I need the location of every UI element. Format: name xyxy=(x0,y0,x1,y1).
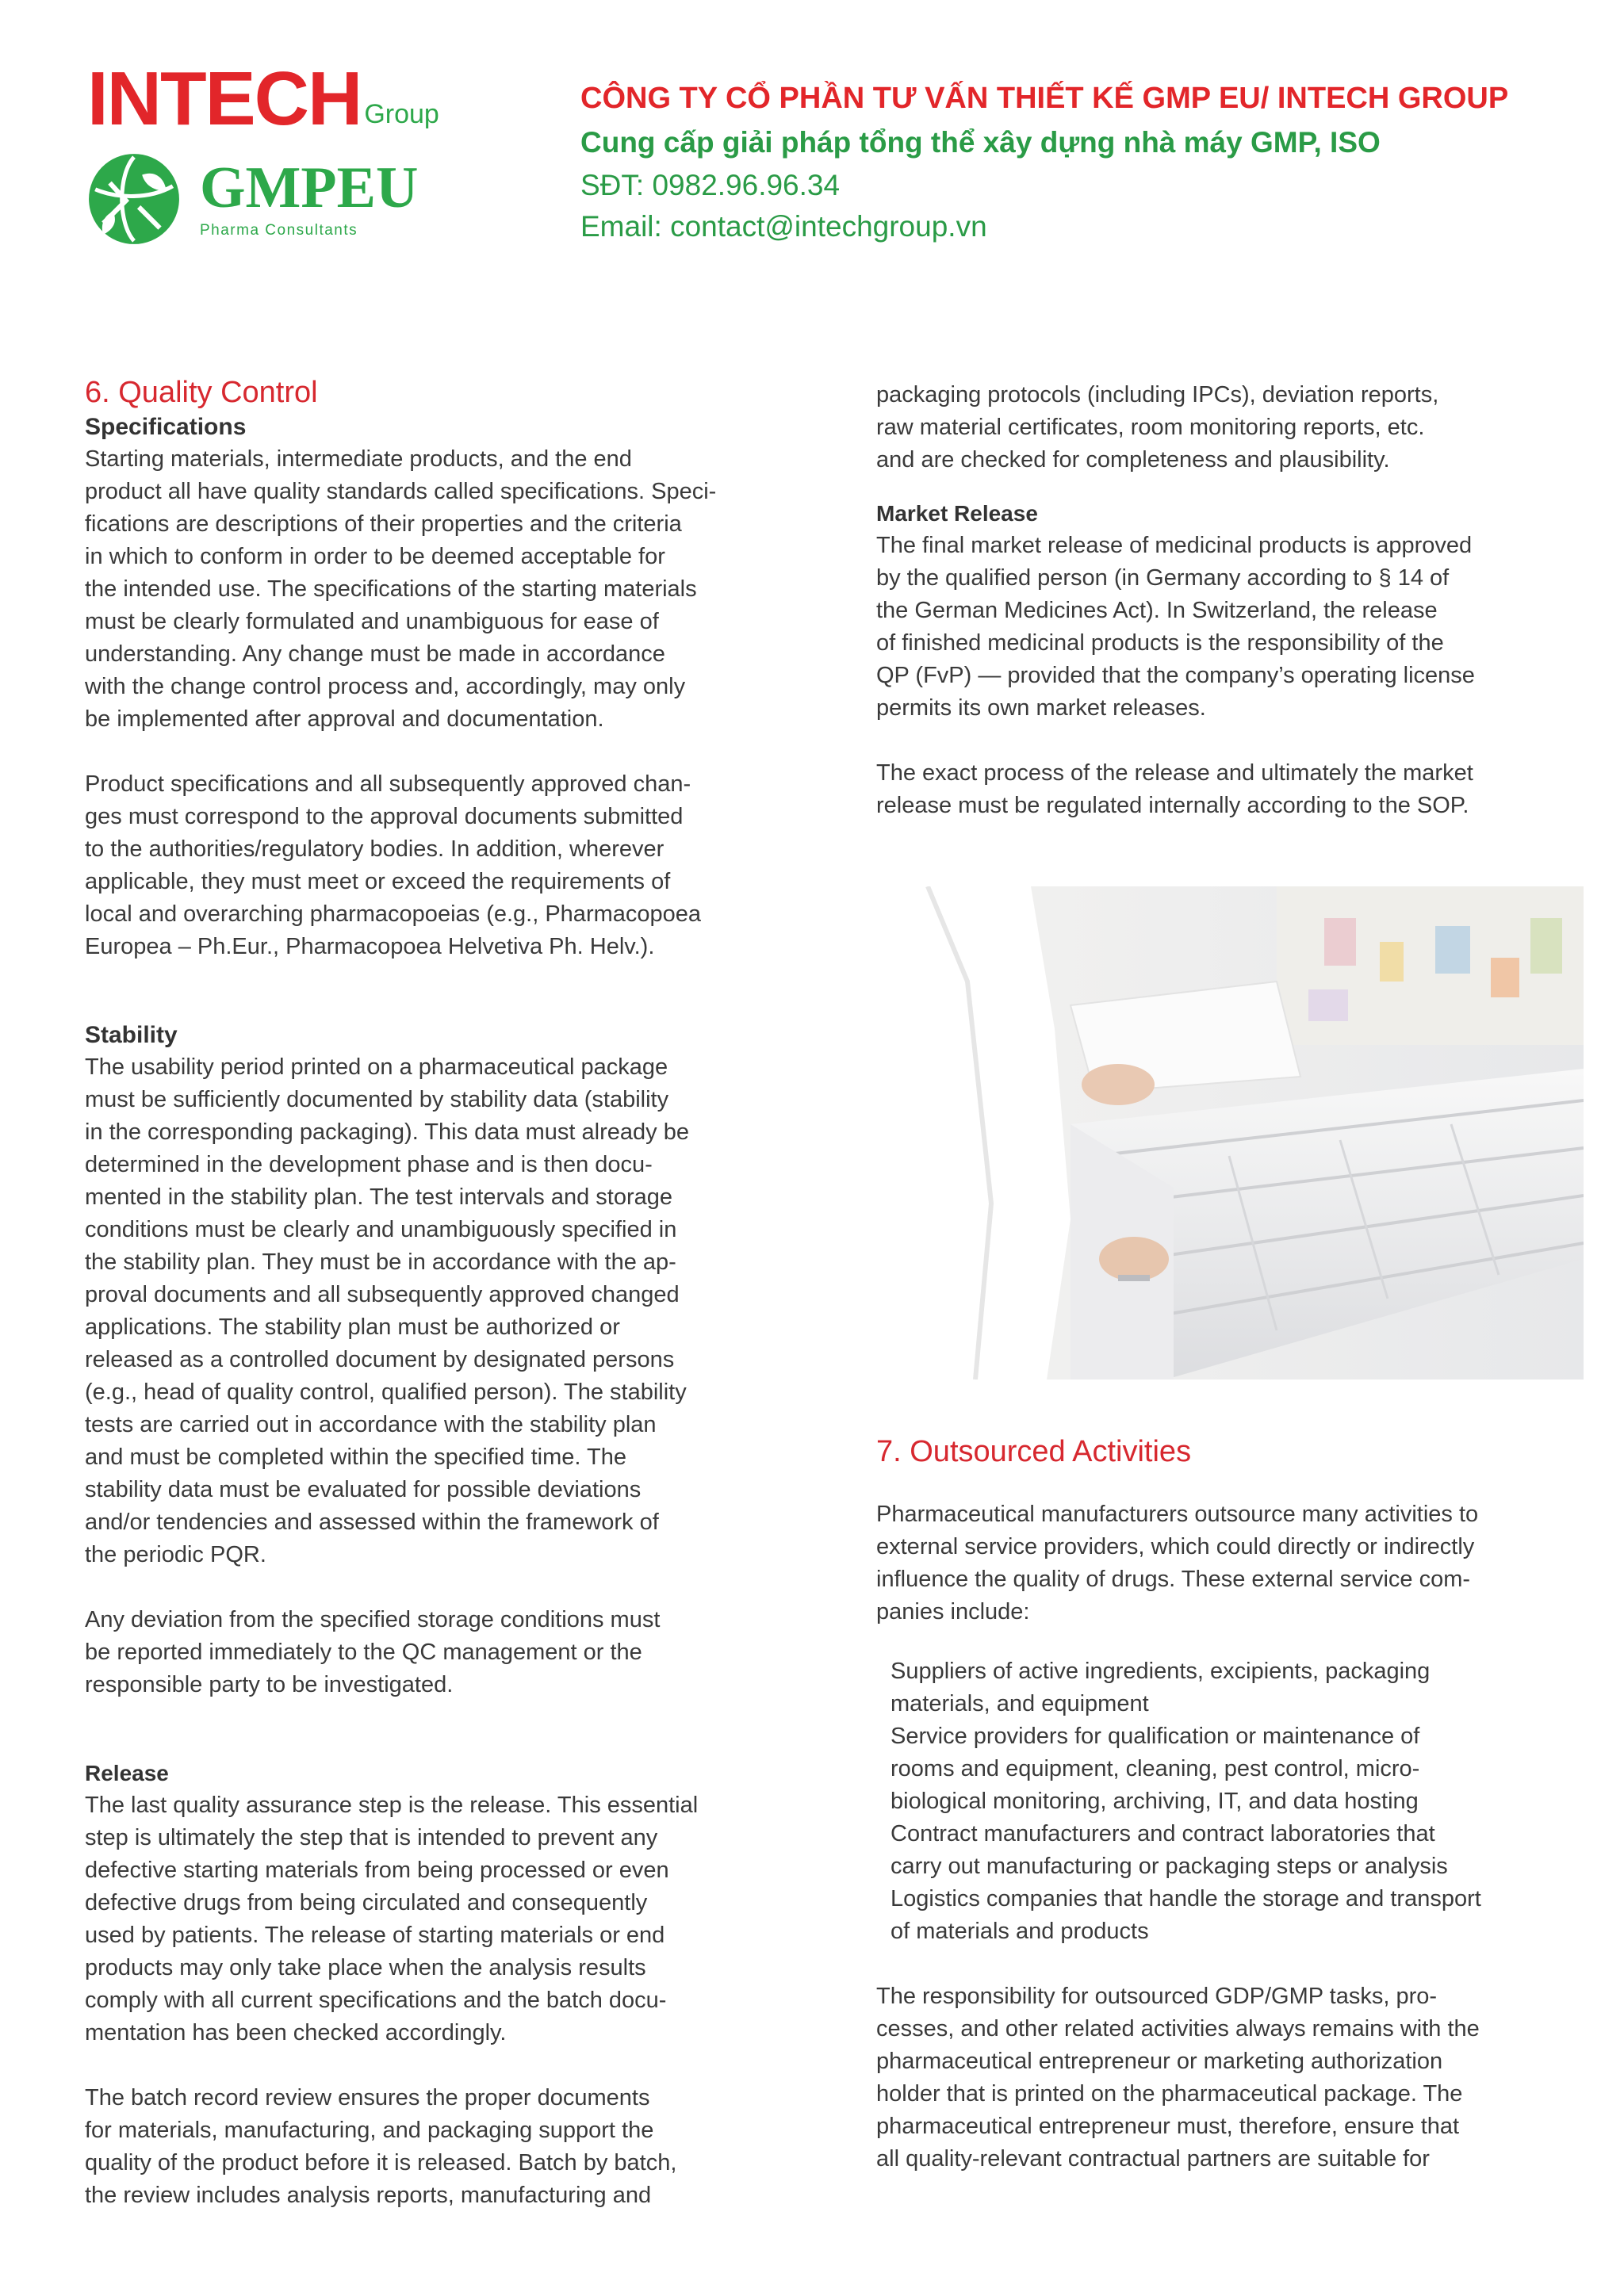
list-item: Service providers for qualification or maintenance of rooms and equipment, cleaning, pest control, micro- biological monitoring, archiving, IT, and data hosting xyxy=(891,1724,1420,1814)
left-column xyxy=(85,374,759,2212)
paragraph-market-release-1: The final market release of medicinal products is approved by the qualified person (in Germany according to § 14 of the German Medicines Act). In Switzerland, the release of finished medicinal products is the responsibility of the QP (FvP) — provided that the company’s operating license permits its own market releases. xyxy=(876,533,1475,721)
intech-logo xyxy=(87,56,439,141)
list-item: Suppliers of active ingredients, excipients, packaging materials, and equipment xyxy=(891,1659,1431,1716)
list-item: Contract manufacturers and contract laboratories that carry out manufacturing or packaging steps or analysis xyxy=(891,1821,1448,1879)
outsourced-provider-list xyxy=(876,1655,1558,1948)
paragraph-outsourced-2: The responsibility for outsourced GDP/GMP tasks, pro- cesses, and other related activities always remains with the pharmaceutical entrepreneur or marketing authorization holder that is printed on the pharmaceutical package. The pharmaceutical entrepreneur must, therefore, ensure that all quality-relevant contractual partners are suitable for xyxy=(876,1984,1480,2172)
paragraph-outsourced-1: Pharmaceutical manufacturers outsource many activities to external service providers, which could directly or indirectly influence the quality of drugs. These external service com- panies include: xyxy=(876,1502,1479,1624)
company-email: Email: contact@intechgroup.vn xyxy=(580,210,987,243)
company-slogan: Cung cấp giải pháp tổng thể xây dựng nhà máy GMP, ISO xyxy=(580,126,1381,159)
list-item: Logistics companies that handle the storage and transport of materials and products xyxy=(891,1886,1481,1944)
intech-logo-group: Group xyxy=(364,99,439,129)
right-column-bottom xyxy=(876,1433,1558,2175)
heading-release: Release xyxy=(85,1761,169,1785)
paragraph-release-continued: packaging protocols (including IPCs), deviation reports, raw material certificates, room monitoring reports, etc. and are checked for completeness and plausibility. xyxy=(876,382,1439,473)
section-title-outsourced-activities: 7. Outsourced Activities xyxy=(876,1435,1192,1468)
pharmacy-drawer-photo xyxy=(833,886,1584,1380)
paragraph-release-1: The last quality assurance step is the release. This essential step is ultimately the step that is intended to prevent any defective starting materials from being processed or even defective drugs from being circulated and consequently used by patients. The release of starting materials or end products may only take place when the analysis results comply with all current specifications and the batch docu- mentation has been checked accordingly. xyxy=(85,1793,699,2045)
section-title-quality-control: 6. Quality Control xyxy=(85,376,318,409)
paragraph-specifications-2: Product specifications and all subsequently approved chan- ges must correspond to the approval documents submitted to the authorities/regulatory bodies. In addition, wherever applicable, they must meet or exceed the requirements of local and overarching pharmacopoeias (e.g., Pharmacopoea Europea – Ph.Eur., Pharmacopoea Helvetiva Ph. Helv.). xyxy=(85,771,702,959)
paragraph-stability-2: Any deviation from the specified storage conditions must be reported immediately to the QC management or the responsible party to be investigated. xyxy=(85,1607,661,1697)
heading-stability: Stability xyxy=(85,1022,178,1048)
gmpeu-logo xyxy=(86,151,418,247)
heading-specifications: Specifications xyxy=(85,414,247,440)
right-column-top xyxy=(876,379,1558,822)
company-name: CÔNG TY CỔ PHẦN TƯ VẤN THIẾT KẾ GMP EU/ INTECH GROUP xyxy=(580,82,1509,115)
gmpeu-logo-subtitle: Pharma Consultants xyxy=(200,222,358,239)
leaf-globe-icon xyxy=(86,151,182,247)
paragraph-specifications-1: Starting materials, intermediate products, and the end product all have quality standards called specifications. Speci- fications are descriptions of their properties and the criteria in which to conform in order to be deemed acceptable for the intended use. The specifications of the starting materials must be clearly formulated and unambiguous for ease of understanding. Any change must be made in accordance with the change control process and, accordingly, may only be implemented after approval and documentation. xyxy=(85,446,717,732)
paragraph-stability-1: The usability period printed on a pharmaceutical package must be sufficiently documented by stability data (stability in the corresponding packaging). This data must already be determined in the development phase and is then docu- mented in the stability plan. The test intervals and storage conditions must be clearly and unambiguously specified in the stability plan. They must be in accordance with the ap- proval documents and all subsequently approved changed applications. The stability plan must be authorized or released as a controlled document by designated persons (e.g., head of quality control, qualified person). The stability tests are carried out in accordance with the stability plan and must be completed within the specified time. The stability data must be evaluated for possible deviations and/or tendencies and assessed within the framework of the periodic PQR. xyxy=(85,1054,689,1567)
header-contact-block xyxy=(580,76,1508,247)
intech-logo-wordmark: INTECH xyxy=(87,56,362,141)
paragraph-market-release-2: The exact process of the release and ultimately the market release must be regulated internally according to the SOP. xyxy=(876,760,1473,818)
heading-market-release: Market Release xyxy=(876,501,1038,526)
paragraph-release-2: The batch record review ensures the proper documents for materials, manufacturing, and packaging support the quality of the product before it is released. Batch by batch, the review includes analysis reports, manufacturing and xyxy=(85,2085,677,2208)
gmpeu-logo-name: GMPEU xyxy=(200,155,419,220)
company-phone: SĐT: 0982.96.96.34 xyxy=(580,169,841,201)
